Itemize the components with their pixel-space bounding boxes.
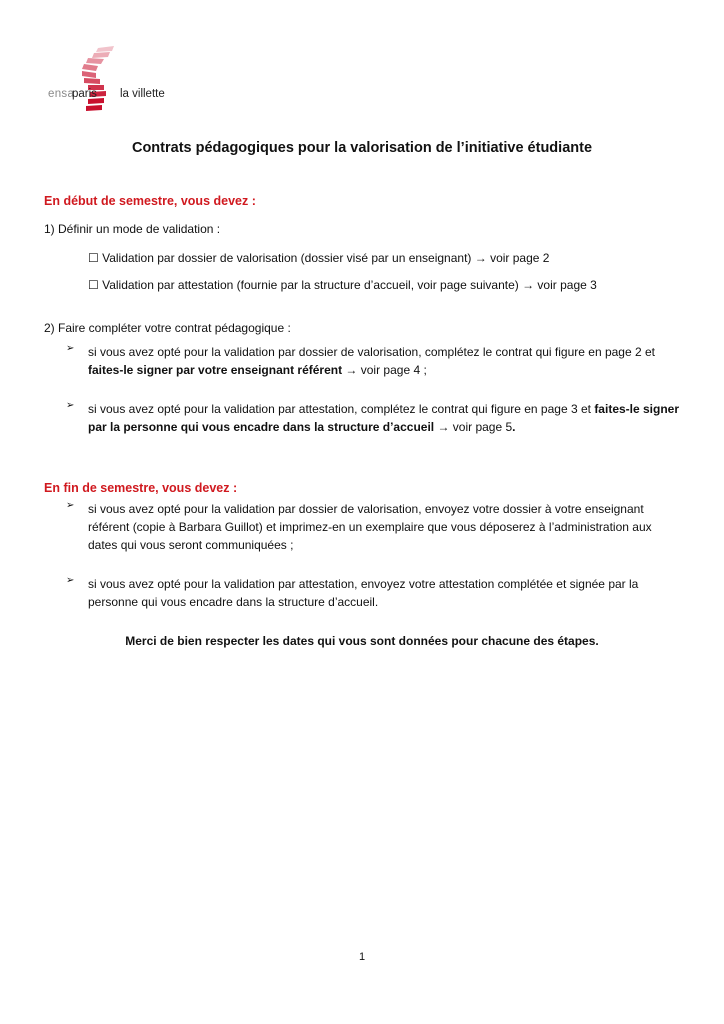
step-1-label: 1) Définir un mode de validation : xyxy=(44,222,221,236)
option-validation-attestation: ☐ Validation par attestation (fournie par la structure d’accueil, voir page suivante) → voir page 3 xyxy=(88,278,597,292)
page-number: 1 xyxy=(358,951,366,963)
bullet-arrow-icon: ➢ xyxy=(66,343,75,354)
bullet-text: si vous avez opté pour la validation par dossier de valorisation, envoyez votre dossier à votre enseignant référent (copie à Barbara Guillot) et imprimez-en un exemplaire que vous déposerez à l’administration aux dates qui vous seront communiquées ; xyxy=(88,502,652,552)
logo-text-ensa: ensa xyxy=(48,88,75,100)
bullet-text: si vous avez opté pour la validation par attestation, complétez le contrat qui figure en page 3 et faites-le signer par la personne qui vous encadre dans la structure d’accueil → voir page 5. xyxy=(88,402,680,434)
spiral-staircase-icon xyxy=(74,46,118,112)
closing-note: Merci de bien respecter les dates qui vous sont données pour chacune des étapes. xyxy=(125,634,599,648)
bullet-arrow-icon: ➢ xyxy=(66,575,75,586)
logo-text-villette: la villette xyxy=(120,88,165,100)
bullet-text: si vous avez opté pour la validation par attestation, envoyez votre attestation complétée et signée par la personne qui vous encadre dans la structure d’accueil. xyxy=(88,577,639,609)
section-heading-debut: En début de semestre, vous devez : xyxy=(44,194,256,208)
option-validation-dossier: ☐ Validation par dossier de valorisation (dossier visé par un enseignant) → voir page 2 xyxy=(88,251,550,265)
section-heading-fin: En fin de semestre, vous devez : xyxy=(44,481,238,495)
bullet-arrow-icon: ➢ xyxy=(66,400,75,411)
logo-text-paris: paris xyxy=(72,88,97,100)
bullet-text: si vous avez opté pour la validation par dossier de valorisation, complétez le contrat qui figure en page 2 et faites-le signer par votre enseignant référent → voir page 4 ; xyxy=(88,345,655,377)
step-2-label: 2) Faire compléter votre contrat pédagogique : xyxy=(44,321,291,335)
bullet-arrow-icon: ➢ xyxy=(66,500,75,511)
school-logo xyxy=(48,46,188,118)
document-title: Contrats pédagogiques pour la valorisation de l’initiative étudiante xyxy=(131,140,593,156)
